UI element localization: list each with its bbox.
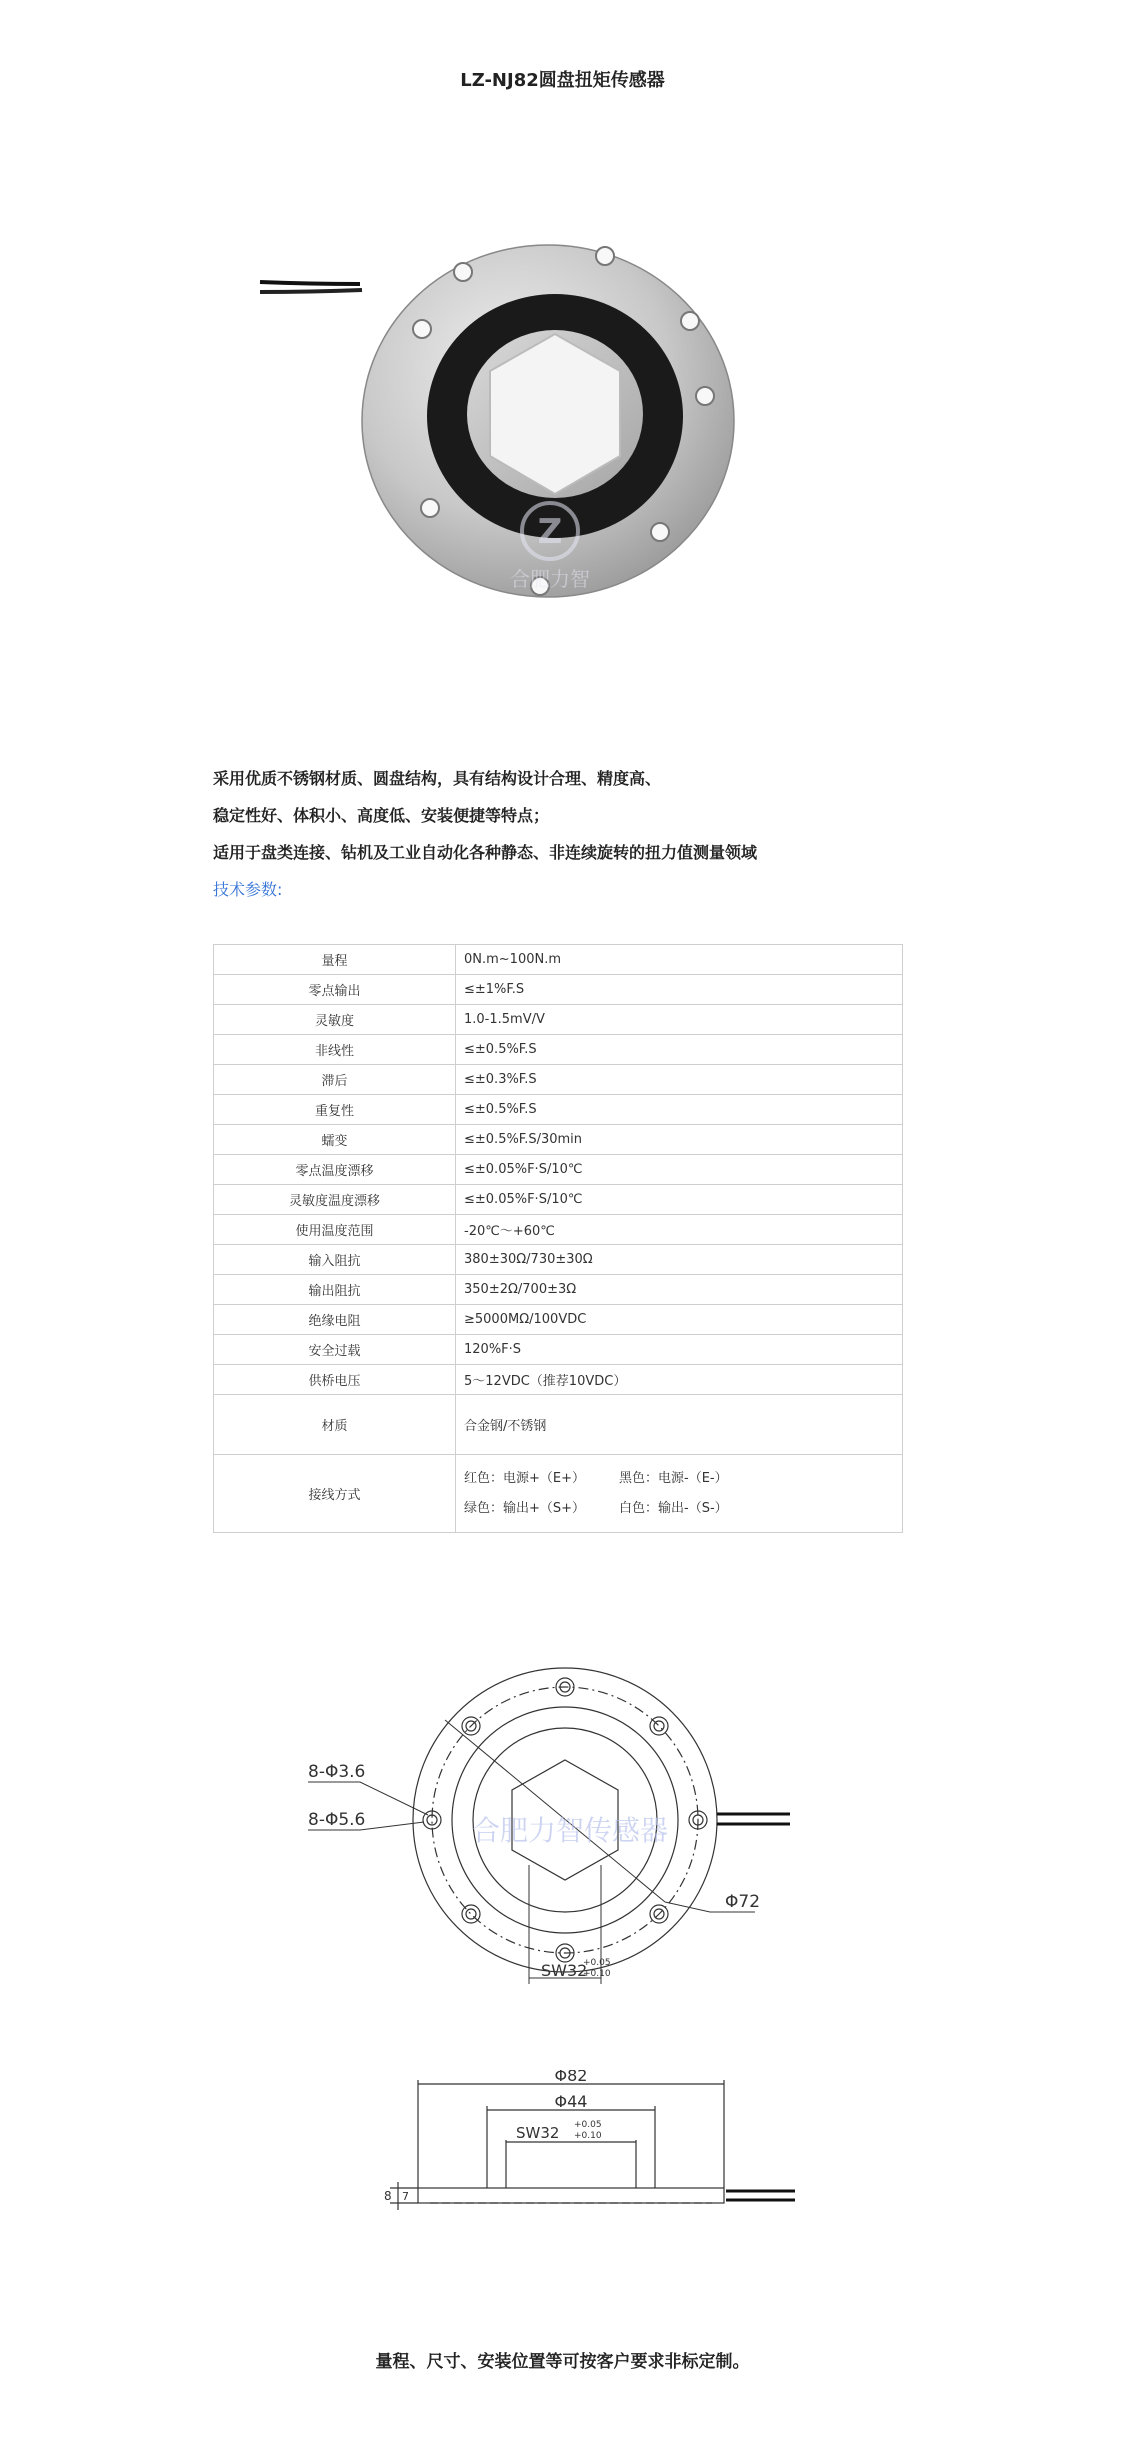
table-row: 零点温度漂移 ≤±0.05%F·S/10℃ [214,1155,903,1185]
dim-inner: Φ44 [554,2092,588,2111]
top-view-drawing [300,1660,800,2040]
desc-line-1: 采用优质不锈钢材质、圆盘结构，具有结构设计合理、精度高、 [213,769,662,788]
drawing-watermark: 合肥力智传感器 [471,1814,669,1847]
table-row: 输入阻抗 380±30Ω/730±30Ω [214,1245,903,1275]
table-row: 输出阻抗 350±2Ω/700±3Ω [214,1275,903,1305]
dim-hole-small: 8-Φ3.6 [308,1762,366,1782]
dim-side-tol-down: +0.10 [574,2131,602,2141]
table-row: 材质 合金钢/不锈钢 [214,1395,903,1455]
desc-line-3: 适用于盘类连接、钻机及工业自动化各种静态、非连续旋转的扭力值测量领域 [213,843,758,862]
table-row: 蠕变 ≤±0.5%F.S/30min [214,1125,903,1155]
product-photo [250,226,780,616]
table-row-wiring: 接线方式 红色：电源+（E+） 黑色：电源-（E-） 绿色：输出+（S+） 白色：输出-（S-） [214,1455,903,1533]
wiring-line-1: 红色：电源+（E+） 黑色：电源-（E-） [464,1470,728,1486]
dim-hole-large: 8-Φ5.6 [308,1810,366,1830]
dim-side-sw: SW32 [516,2124,560,2142]
table-row: 使用温度范围 -20℃～+60℃ [214,1215,903,1245]
page-title: LZ-NJ82圆盘扭矩传感器 [460,70,665,91]
dim-height-inner: 7 [402,2190,409,2203]
wiring-line-2: 绿色：输出+（S+） 白色：输出-（S-） [464,1500,728,1516]
dim-sw-tol-down: +0.10 [583,1969,611,1979]
side-view-drawing [340,2070,800,2230]
params-heading: 技术参数: [213,880,283,899]
dim-side-tol-up: +0.05 [574,2120,602,2130]
table-row: 滞后 ≤±0.3%F.S [214,1065,903,1095]
table-row: 安全过载 120%F·S [214,1335,903,1365]
table-row: 非线性 ≤±0.5%F.S [214,1035,903,1065]
table-row: 灵敏度温度漂移 ≤±0.05%F·S/10℃ [214,1185,903,1215]
dim-sw: SW32 [541,1961,588,1980]
table-row: 灵敏度 1.0-1.5mV/V [214,1005,903,1035]
table-row: 量程 0N.m~100N.m [214,945,903,975]
dim-bolt-circle: Φ72 [725,1892,761,1912]
table-row: 绝缘电阻 ≥5000MΩ/100VDC [214,1305,903,1335]
description [213,760,973,908]
dim-outer: Φ82 [554,2070,588,2085]
spec-table [213,944,903,1533]
desc-line-2: 稳定性好、体积小、高度低、安装便捷等特点； [213,806,550,825]
dim-height-total: 8 [384,2189,392,2203]
cable [260,290,362,292]
footer-note: 量程、尺寸、安装位置等可按客户要求非标定制。 [375,2352,750,2372]
table-row: 零点输出 ≤±1%F.S [214,975,903,1005]
svg-text:Z: Z [537,512,563,552]
table-row: 供桥电压 5～12VDC（推荐10VDC） [214,1365,903,1395]
cable [260,282,360,284]
table-row: 重复性 ≤±0.5%F.S [214,1095,903,1125]
dim-sw-tol-up: +0.05 [583,1958,611,1968]
svg-text:合肥力智: 合肥力智 [510,567,590,591]
